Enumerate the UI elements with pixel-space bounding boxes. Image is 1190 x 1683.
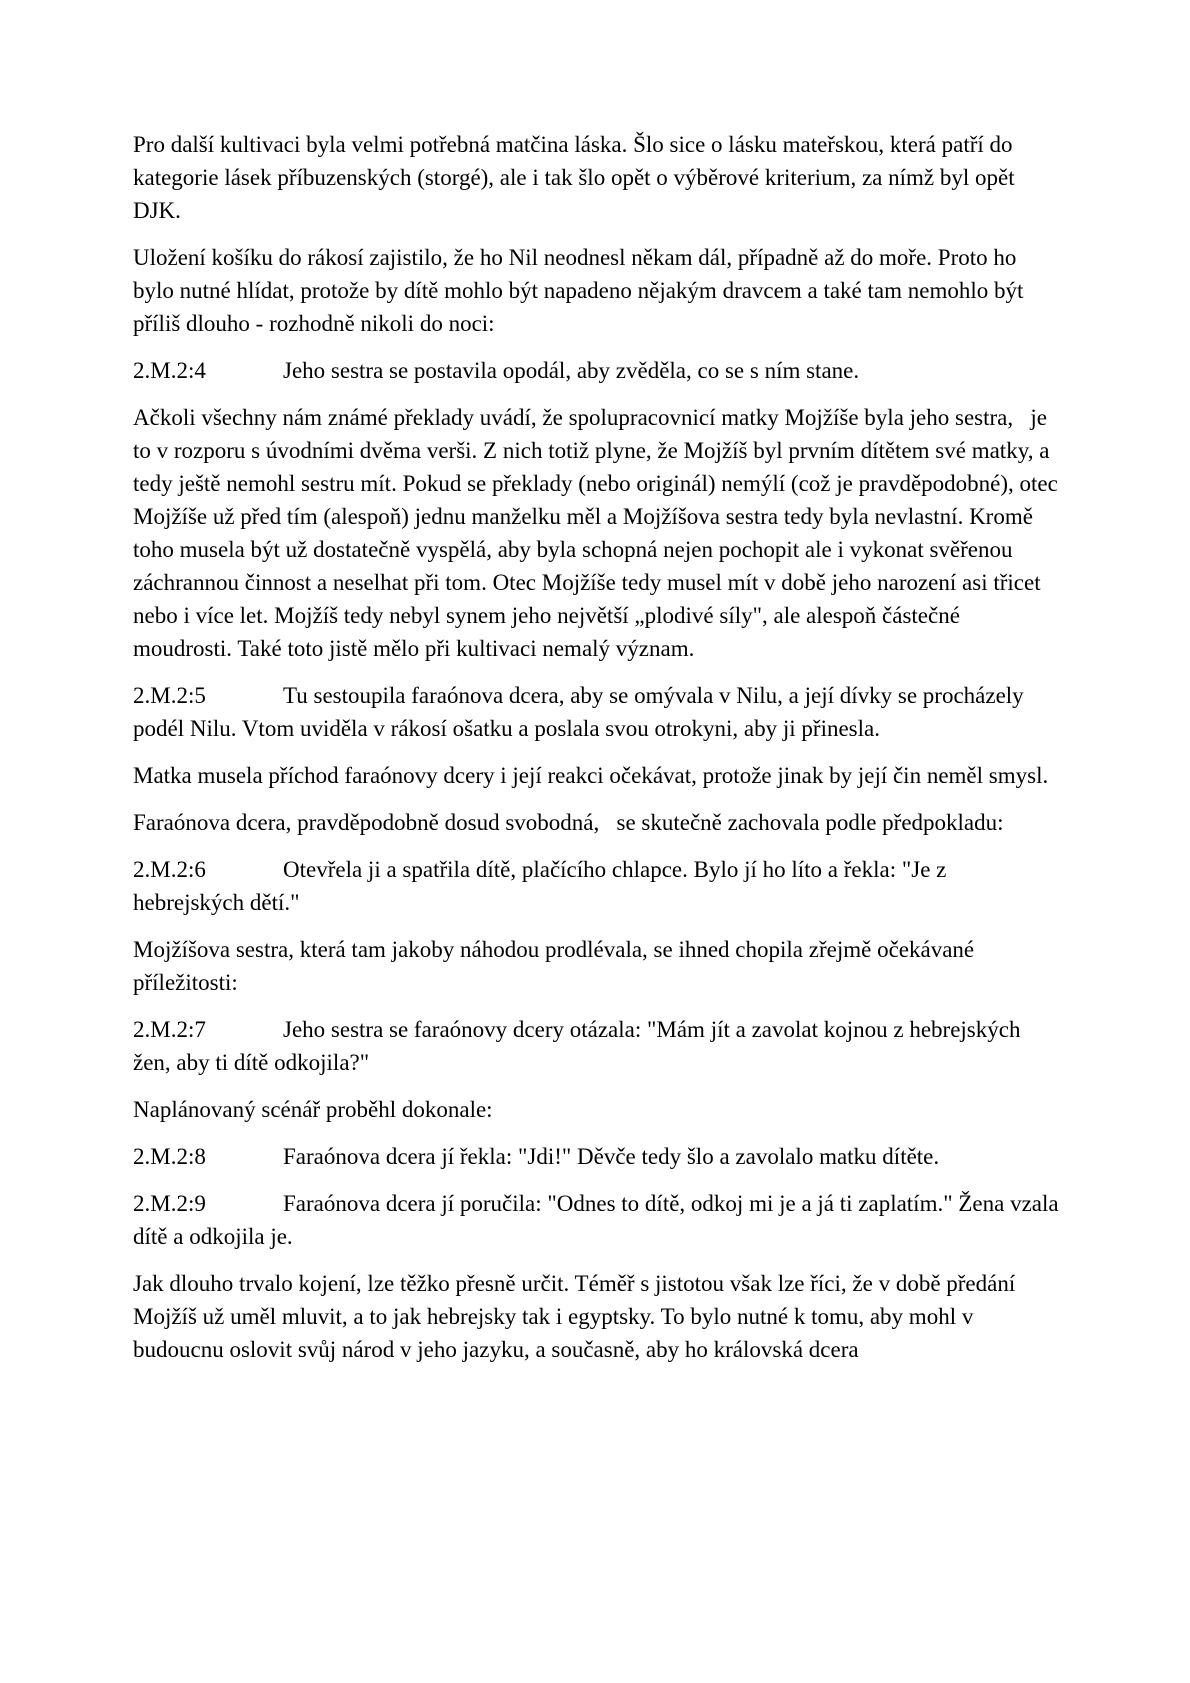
paragraph-text: Naplánovaný scénář proběhl dokonale: bbox=[133, 1097, 493, 1122]
verse-paragraph bbox=[133, 679, 1061, 745]
verse-reference: 2.M.2:8 bbox=[133, 1144, 206, 1169]
paragraph-text: Uložení košíku do rákosí zajistilo, že ho Nil neodnesl někam dál, případně až do moře. Proto ho bylo nutné hlídat, protože by dítě mohlo být napadeno nějakým dravcem a také tam nemohlo být příliš dlouho - rozhodně nikoli do noci: bbox=[133, 245, 1030, 336]
paragraph-text: Ačkoli všechny nám známé překlady uvádí, že spolupracovnicí matky Mojžíše byla jeho sestra, je to v rozporu s úvodními dvěma verši. Z nich totiž plyne, že Mojžíš byl prvním dítětem své matky, a tedy ještě nemohl sestru mít. Pokud se překlady (nebo originál) nemýlí (což je pravděpodobné), otec Mojžíše už před tím (alespoň) jednu manželku měl a Mojžíšova sestra tedy byla nevlastní. Kromě toho musela být už dostatečně vyspělá, aby byla schopná nejen pochopit ale i vykonat svěřenou záchrannou činnost a neselhat při tom. Otec Mojžíše tedy musel mít v době jeho narození asi třicet nebo i více let. Mojžíš tedy nebyl synem jeho největší „plodivé síly", ale alespoň částečné moudrosti. Také toto jistě mělo při kultivaci nemalý význam. bbox=[133, 405, 1064, 661]
paragraph-text: Matka musela příchod faraónovy dcery i její reakci očekávat, protože jinak by její čin neměl smysl. bbox=[133, 763, 1049, 788]
body-paragraph bbox=[133, 401, 1064, 665]
verse-paragraph bbox=[133, 1187, 1065, 1253]
body-paragraph bbox=[133, 933, 1061, 999]
body-paragraph bbox=[133, 1093, 1061, 1126]
verse-reference: 2.M.2:7 bbox=[133, 1017, 206, 1042]
paragraph-text: Mojžíšova sestra, která tam jakoby náhodou prodlévala, se ihned chopila zřejmě očekávané příležitosti: bbox=[133, 937, 980, 995]
paragraph-text: Faraónova dcera, pravděpodobně dosud svobodná, se skutečně zachovala podle předpokladu: bbox=[133, 810, 1004, 835]
paragraph-text: Tu sestoupila faraónova dcera, aby se omývala v Nilu, a její dívky se procházely podél Nilu. Vtom uviděla v rákosí ošatku a poslala svou otrokyni, aby ji přinesla. bbox=[133, 683, 1030, 741]
verse-reference: 2.M.2:9 bbox=[133, 1191, 206, 1216]
verse-reference: 2.M.2:4 bbox=[133, 358, 206, 383]
paragraph-text: Faraónova dcera jí poručila: "Odnes to dítě, odkoj mi je a já ti zaplatím." Žena vzala dítě a odkojila je. bbox=[133, 1191, 1065, 1249]
body-paragraph bbox=[133, 241, 1061, 340]
body-paragraph bbox=[133, 1267, 1061, 1366]
verse-paragraph bbox=[133, 1013, 1061, 1079]
body-paragraph bbox=[133, 759, 1061, 792]
paragraph-text: Faraónova dcera jí řekla: "Jdi!" Děvče tedy šlo a zavolalo matku dítěte. bbox=[283, 1144, 940, 1169]
verse-paragraph bbox=[133, 853, 1061, 919]
verse-reference: 2.M.2:5 bbox=[133, 683, 206, 708]
paragraph-text: Otevřela ji a spatřila dítě, plačícího chlapce. Bylo jí ho líto a řekla: "Je z hebrejských dětí." bbox=[133, 857, 953, 915]
paragraph-text: Jeho sestra se postavila opodál, aby zvěděla, co se s ním stane. bbox=[283, 358, 860, 383]
paragraph-text: Jak dlouho trvalo kojení, lze těžko přesně určit. Téměř s jistotou však lze říci, že v době předání Mojžíš už uměl mluvit, a to jak hebrejsky tak i egyptsky. To bylo nutné k tomu, aby mohl v budoucnu oslovit svůj národ v jeho jazyku, a současně, aby ho královská dcera bbox=[133, 1271, 1021, 1362]
verse-paragraph bbox=[133, 1140, 1061, 1173]
paragraph-text: Jeho sestra se faraónovy dcery otázala: "Mám jít a zavolat kojnou z hebrejských žen, aby ti dítě odkojila?" bbox=[133, 1017, 1027, 1075]
body-paragraph bbox=[133, 806, 1061, 839]
paragraph-text: Pro další kultivaci byla velmi potřebná matčina láska. Šlo sice o lásku mateřskou, která patří do kategorie lásek příbuzenských (storgé), ale i tak šlo opět o výběrové kriterium, za nímž byl opět DJK. bbox=[133, 132, 1021, 223]
verse-reference: 2.M.2:6 bbox=[133, 857, 206, 882]
document-content bbox=[133, 128, 1065, 1380]
body-paragraph bbox=[133, 128, 1061, 227]
verse-paragraph bbox=[133, 354, 1061, 387]
